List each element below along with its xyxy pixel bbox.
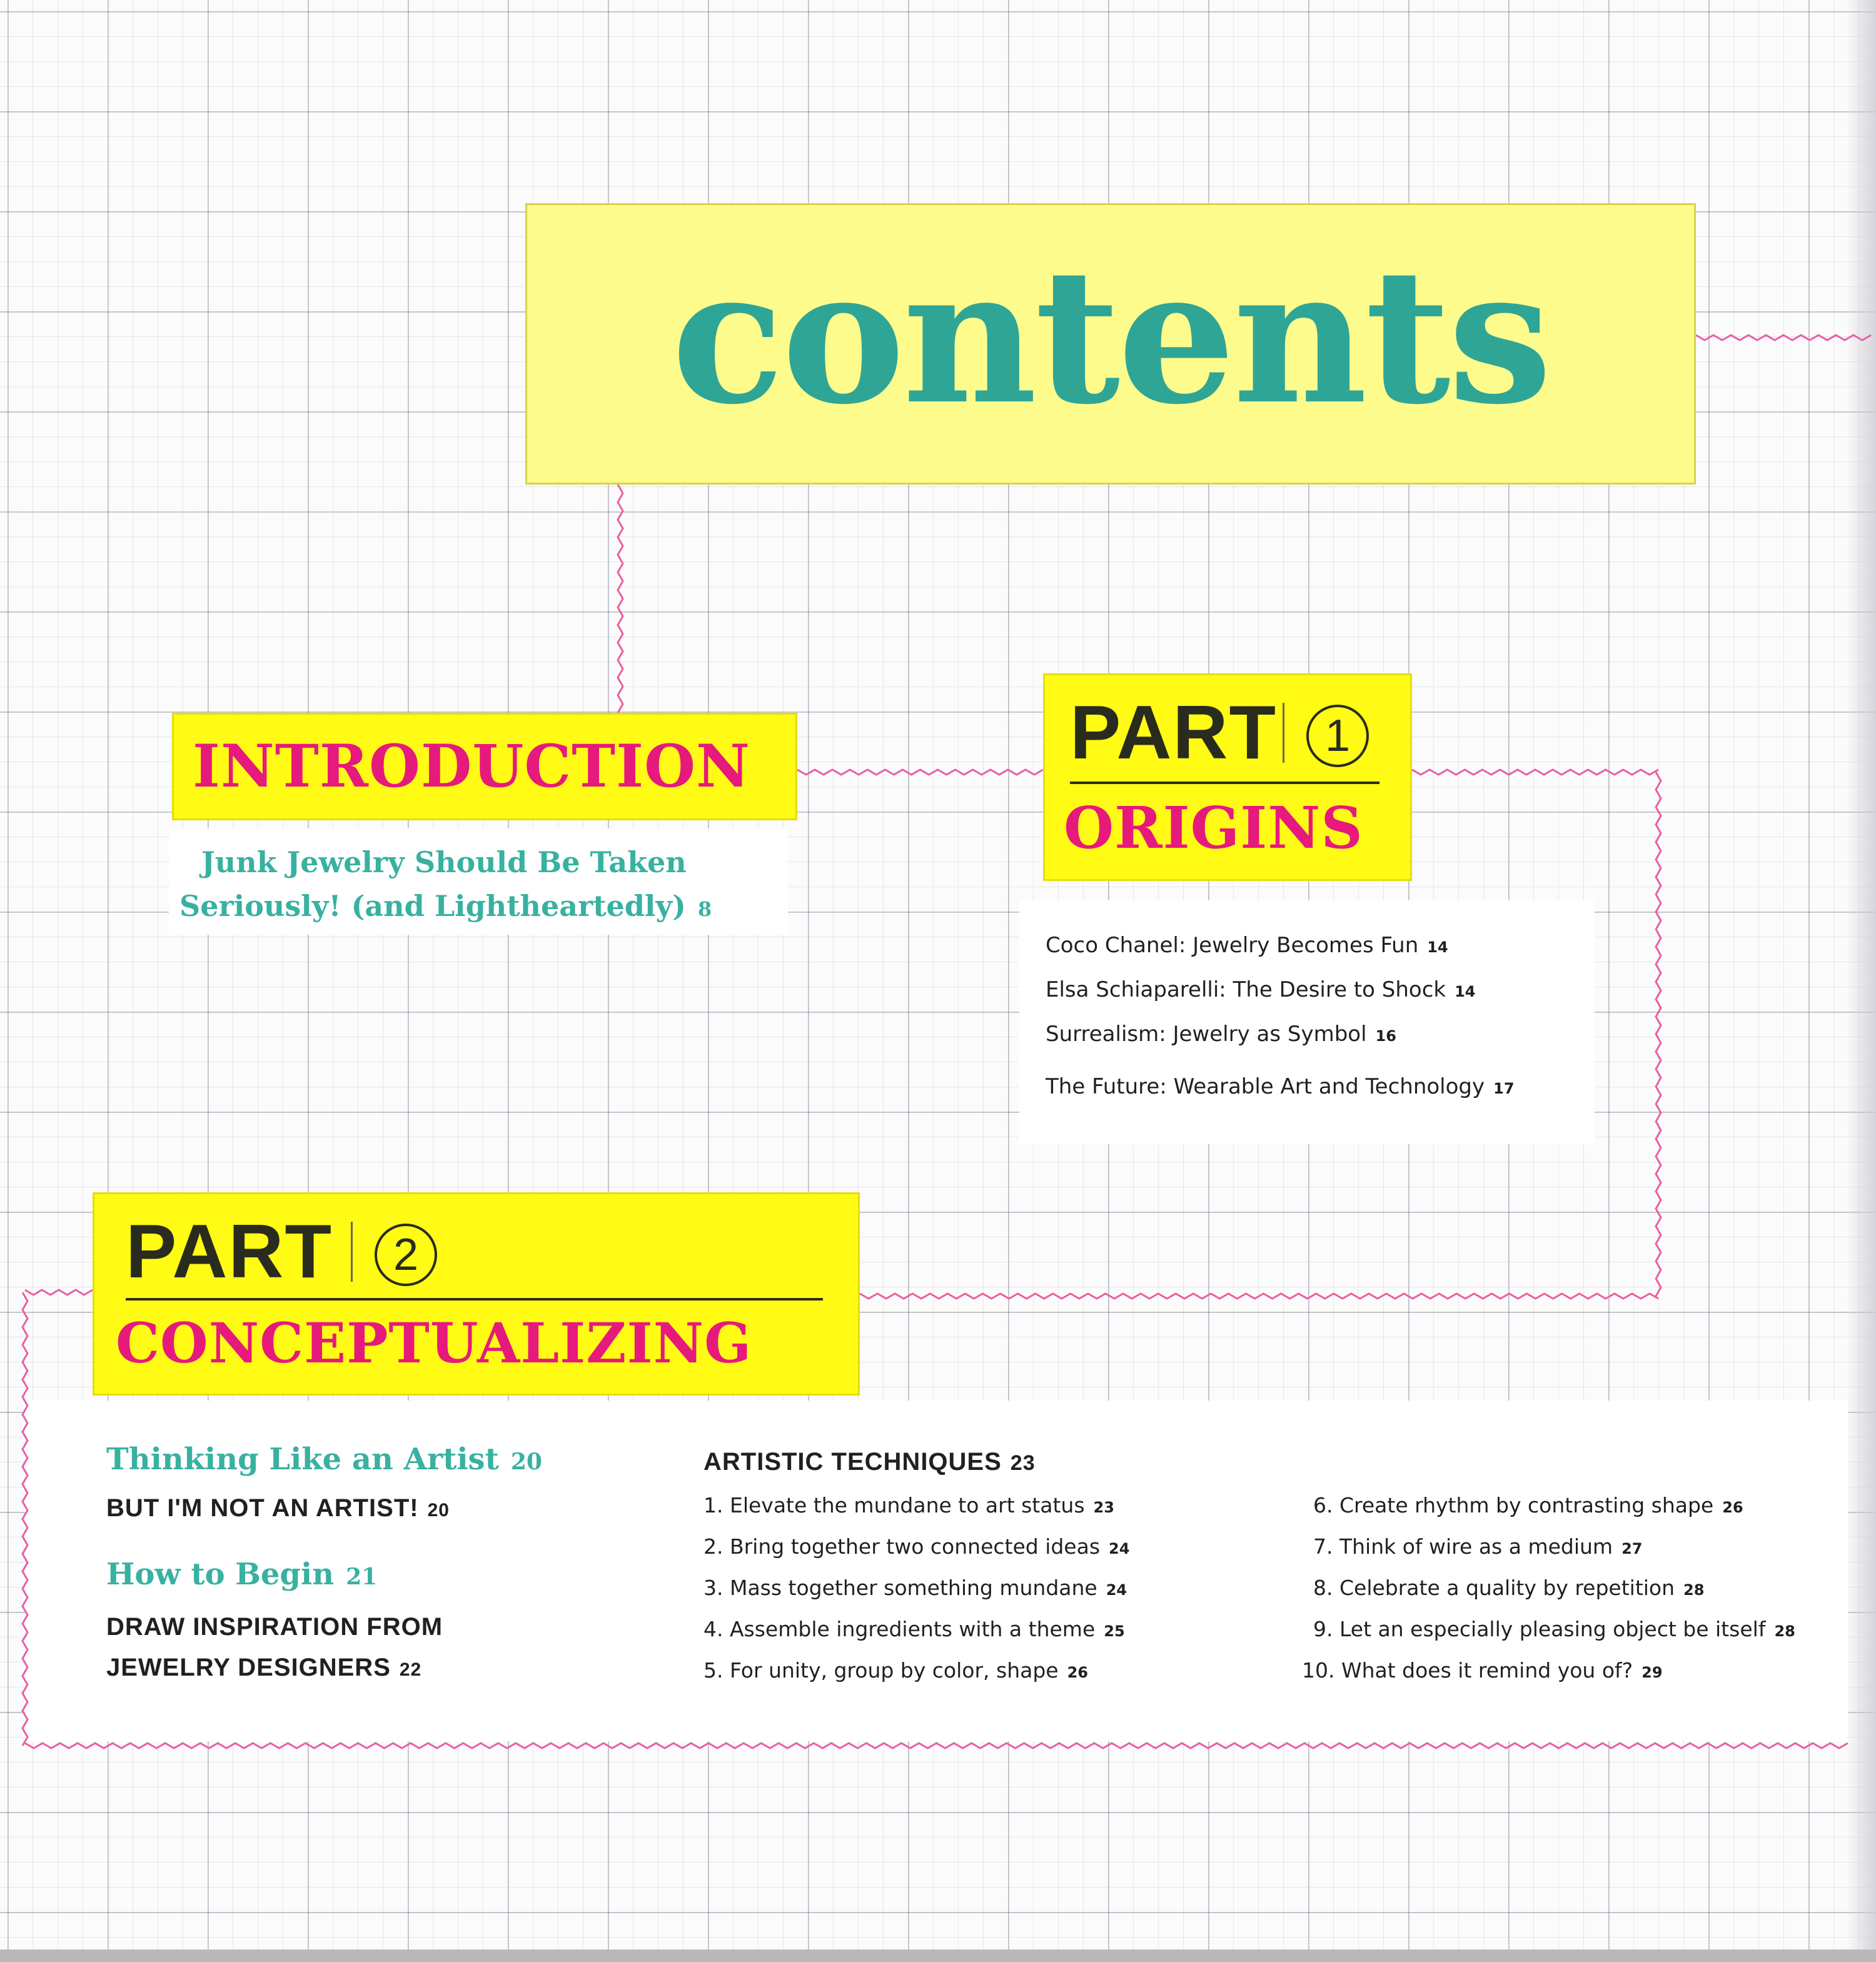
- introduction-entry-line1: Junk Jewelry Should Be Taken: [201, 845, 687, 879]
- part2-number: 2: [393, 1230, 419, 1280]
- technique-page: 28: [1683, 1581, 1705, 1599]
- technique-item: [1302, 1658, 1663, 1683]
- origins-entry-text: The Future: Wearable Art and Technology: [1046, 1074, 1485, 1099]
- origins-entry-text: Surrealism: Jewelry as Symbol: [1046, 1022, 1367, 1047]
- part2-part-word: PART: [126, 1209, 333, 1294]
- connector-part1-right: [1412, 770, 1658, 775]
- origins-entry: [1046, 977, 1475, 1002]
- origins-entry-page: 16: [1375, 1027, 1396, 1045]
- part1-number-circle: [1306, 705, 1369, 767]
- technique-page: 28: [1774, 1622, 1795, 1640]
- technique-text: 3. Mass together something mundane: [704, 1576, 1097, 1600]
- technique-item: [1313, 1534, 1642, 1559]
- page-title: contents: [671, 228, 1550, 445]
- draw-inspiration-page: 22: [399, 1659, 422, 1680]
- part2-divider-bar: [351, 1222, 353, 1282]
- technique-text: 7. Think of wire as a medium: [1313, 1534, 1613, 1559]
- part1-part-word: PART: [1070, 690, 1278, 775]
- technique-item: [1313, 1617, 1795, 1641]
- contents-title-label: [525, 203, 1696, 485]
- connector-conceptualizing-box-bottom: [25, 1743, 1848, 1748]
- draw-inspiration-line2-row: [106, 1654, 421, 1682]
- connector-title-right: [1696, 335, 1871, 340]
- introduction-entry-line2-row: [179, 889, 712, 923]
- artistic-techniques-heading: ARTISTIC TECHNIQUES: [704, 1448, 1002, 1476]
- connector-part2-left: [25, 1290, 93, 1295]
- how-to-begin: How to Begin: [106, 1557, 335, 1592]
- not-an-artist: BUT I'M NOT AN ARTIST!: [106, 1494, 419, 1522]
- technique-item: [704, 1493, 1114, 1517]
- how-to-begin-page: 21: [346, 1564, 378, 1590]
- part2-label: [93, 1192, 860, 1396]
- technique-page: 24: [1106, 1581, 1127, 1599]
- part1-label: [1043, 673, 1412, 881]
- thinking-like-artist-page: 20: [510, 1449, 542, 1475]
- part1-divider-bar: [1283, 703, 1284, 763]
- origins-entry: [1046, 1074, 1515, 1099]
- draw-inspiration-line2: JEWELRY DESIGNERS: [106, 1654, 391, 1681]
- origins-entry-page: 17: [1493, 1080, 1515, 1097]
- technique-page: 29: [1642, 1664, 1663, 1681]
- part1-number: 1: [1324, 711, 1351, 761]
- origins-entry-text: Elsa Schiaparelli: The Desire to Shock: [1046, 977, 1446, 1002]
- technique-page: 26: [1067, 1664, 1088, 1681]
- artistic-techniques-page: 23: [1010, 1451, 1036, 1475]
- technique-page: 26: [1722, 1499, 1743, 1516]
- technique-text: 2. Bring together two connected ideas: [704, 1534, 1101, 1559]
- origins-entry-page: 14: [1455, 983, 1476, 1000]
- technique-text: 8. Celebrate a quality by repetition: [1313, 1576, 1675, 1600]
- technique-page: 27: [1621, 1540, 1643, 1557]
- technique-item: [1313, 1576, 1704, 1600]
- technique-item: [704, 1658, 1088, 1683]
- draw-inspiration-line1: DRAW INSPIRATION FROM: [106, 1613, 443, 1641]
- technique-item: [704, 1576, 1127, 1600]
- technique-text: 4. Assemble ingredients with a theme: [704, 1617, 1096, 1641]
- part1-heading: ORIGINS: [1064, 794, 1363, 862]
- part2-rule: [126, 1298, 823, 1300]
- technique-page: 23: [1093, 1499, 1114, 1516]
- not-an-artist-row: [106, 1494, 450, 1522]
- part1-rule: [1070, 782, 1379, 784]
- part2-heading: CONCEPTUALIZING: [116, 1311, 752, 1376]
- technique-text: 6. Create rhythm by contrasting shape: [1313, 1493, 1714, 1517]
- connector-origins-box-bottom: [860, 1294, 1658, 1299]
- origins-entry-text: Coco Chanel: Jewelry Becomes Fun: [1046, 933, 1419, 958]
- introduction-label: [172, 713, 797, 820]
- technique-text: 10. What does it remind you of?: [1302, 1658, 1633, 1683]
- technique-item: [1313, 1493, 1743, 1517]
- technique-text: 9. Let an especially pleasing object be itself: [1313, 1617, 1766, 1641]
- not-an-artist-page: 20: [427, 1500, 450, 1521]
- technique-text: 1. Elevate the mundane to art status: [704, 1493, 1085, 1517]
- connector-title-to-introduction: [618, 485, 623, 713]
- connector-origins-box-right: [1656, 772, 1661, 1296]
- technique-page: 25: [1104, 1622, 1125, 1640]
- technique-item: [704, 1534, 1129, 1559]
- technique-item: [704, 1617, 1125, 1641]
- origins-entry-page: 14: [1427, 938, 1448, 956]
- artistic-techniques-heading-row: [704, 1448, 1036, 1476]
- origins-entry: [1046, 933, 1448, 958]
- technique-page: 24: [1109, 1540, 1130, 1557]
- thinking-like-artist: Thinking Like an Artist: [106, 1442, 499, 1477]
- thinking-like-artist-row: [106, 1442, 542, 1477]
- technique-text: 5. For unity, group by color, shape: [704, 1658, 1059, 1683]
- introduction-heading: INTRODUCTION: [193, 732, 750, 801]
- how-to-begin-row: [106, 1557, 377, 1592]
- introduction-entry-page: 8: [698, 897, 712, 921]
- connector-conceptualizing-box-left: [23, 1292, 28, 1746]
- introduction-entry-line2: Seriously! (and Lightheartedly): [179, 889, 686, 923]
- part2-number-circle: [375, 1224, 437, 1286]
- connector-introduction-to-part1: [797, 770, 1043, 775]
- origins-entry: [1046, 1022, 1396, 1047]
